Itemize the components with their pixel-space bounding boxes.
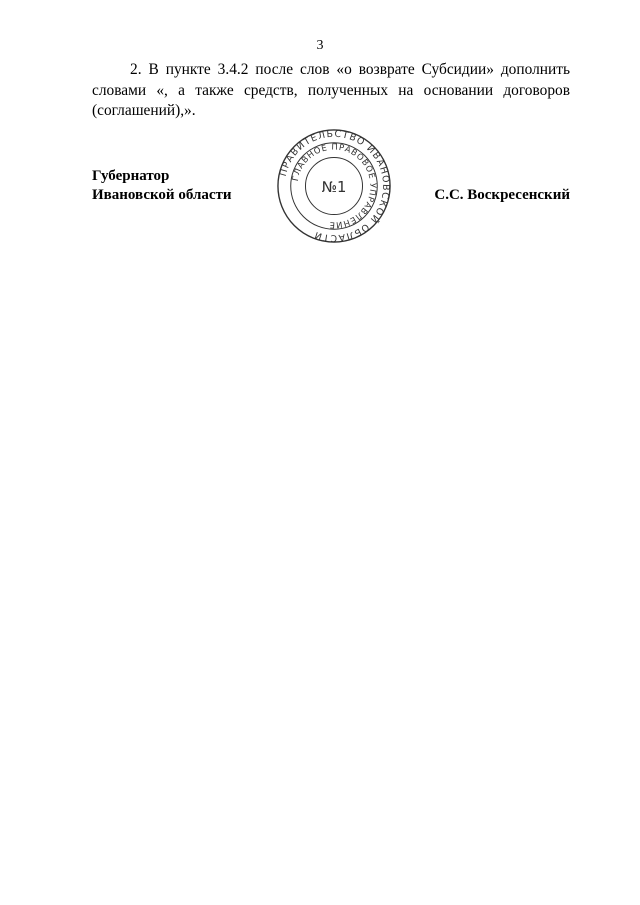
stamp-inner-text: ГЛАВНОЕ ПРАВОВОЕ УПРАВЛЕНИЕ [289,141,379,231]
paragraph-line: 2. В пункте 3.4.2 после слов «о возврате Субсидии» дополнить [130,61,570,78]
amendment-paragraph [92,60,570,122]
paragraph-line: словами «, а также средств, полученных на основании договоров [92,81,570,99]
page-number: 3 [316,38,324,53]
signer-title-line: Ивановской области [92,187,232,203]
signer-name: С.С. Воскресенский [434,187,570,203]
signer-title [92,167,232,205]
stamp-outer-text: ПРАВИТЕЛЬСТВО ИВАНОВСКОЙ ОБЛАСТИ [277,128,392,244]
signer-title-line: Губернатор [92,168,170,184]
paragraph-line: (соглашений),». [92,102,196,119]
stamp-number: №1 [321,178,347,196]
official-stamp-icon [275,127,393,245]
